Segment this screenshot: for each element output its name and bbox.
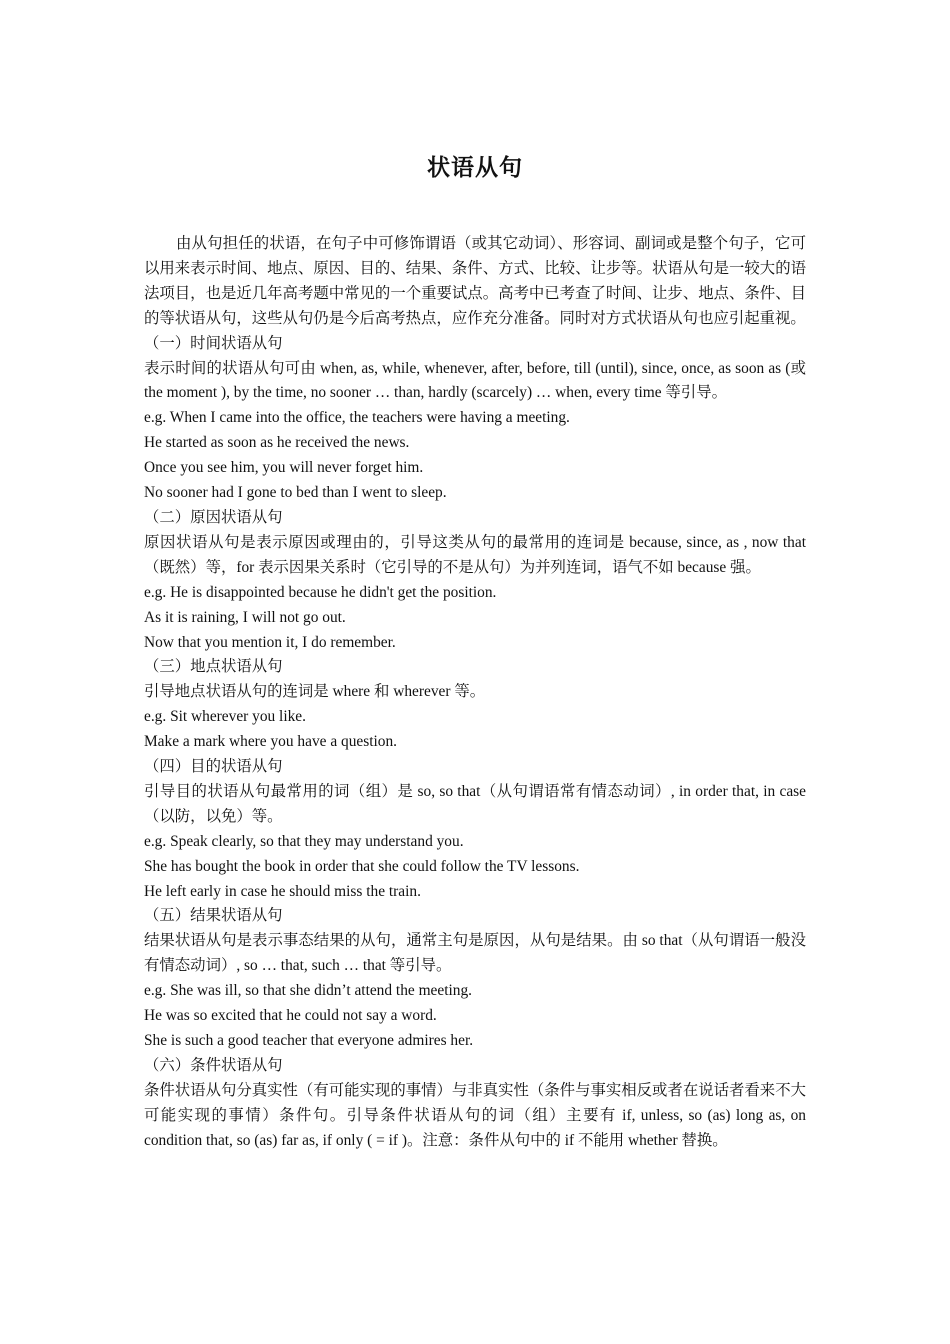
example-line: e.g. She was ill, so that she didn’t attend the meeting. [144, 982, 472, 1000]
example-line: As it is raining, I will not go out. [144, 608, 346, 626]
section-desc-condition: 条件状语从句分真实性（有可能实现的事情）与非真实性（条件与事实相反或者在说话者看来不大可能实现的事情）条件句。引导条件状语从句的词（组）主要有 if, unless, so (as) long as, on condition that, so (as) far as, if only ( = if )。注意：条件从句中的 if 不能用 whether 替换。 [144, 1081, 806, 1149]
section-heading-time: （一）时间状语从句 [144, 334, 283, 352]
example-line: e.g. Sit wherever you like. [144, 708, 306, 726]
example-line: She has bought the book in order that she could follow the TV lessons. [144, 857, 580, 875]
example-line: No sooner had I gone to bed than I went to sleep. [144, 484, 447, 502]
example-line: e.g. When I came into the office, the teachers were having a meeting. [144, 409, 570, 427]
section-heading-reason: （二）原因状语从句 [144, 508, 283, 526]
example-line: She is such a good teacher that everyone admires her. [144, 1032, 474, 1049]
section-heading-result: （五）结果状语从句 [144, 907, 283, 925]
intro-paragraph: 由从句担任的状语，在句子中可修饰谓语（或其它动词）、形容词、副词或是整个句子，它可以用来表示时间、地点、原因、目的、结果、条件、方式、比较、让步等。状语从句是一较大的语法项目，也是近几年高考题中常见的一个重要试点。高考中已考查了时间、让步、地点、条件、目的等状语从句，这些从句仍是今后高考热点，应作充分准备。同时对方式状语从句也应引起重视。 [144, 235, 806, 327]
example-line: He left early in case he should miss the train. [144, 882, 421, 900]
example-line: Now that you mention it, I do remember. [144, 633, 396, 651]
example-line: e.g. Speak clearly, so that they may understand you. [144, 832, 464, 850]
section-desc-place: 引导地点状语从句的连词是 where 和 wherever 等。 [144, 683, 486, 701]
example-line: Make a mark where you have a question. [144, 733, 397, 751]
section-heading-place: （三）地点状语从句 [144, 658, 283, 676]
example-line: He started as soon as he received the news. [144, 434, 410, 452]
section-desc-time: 表示时间的状语从句可由 when, as, while, whenever, after, before, till (until), since, once, as soon as (或 the moment ), by the time, no sooner … than, hardly (scarcely) … when, every time 等引导。 [144, 359, 806, 402]
section-heading-purpose: （四）目的状语从句 [144, 758, 283, 776]
section-desc-purpose: 引导目的状语从句最常用的词（组）是 so, so that（从句谓语常有情态动词）, in order that, in case（以防，以免）等。 [144, 782, 806, 825]
example-line: Once you see him, you will never forget him. [144, 459, 424, 477]
section-desc-result: 结果状语从句是表示事态结果的从句，通常主句是原因，从句是结果。由 so that（从句谓语一般没有情态动词）, so … that, such … that 等引导。 [144, 932, 806, 975]
section-desc-reason: 原因状语从句是表示原因或理由的，引导这类从句的最常用的连词是 because, since, as , now that（既然）等，for 表示因果关系时（它引导的不是从句）为并列连词，语气不如 because 强。 [144, 533, 806, 576]
document-title: 状语从句 [427, 155, 523, 181]
example-line: e.g. He is disappointed because he didn't get the position. [144, 583, 497, 601]
section-heading-condition: （六）条件状语从句 [144, 1056, 283, 1074]
document-page [144, 148, 806, 1154]
example-line: He was so excited that he could not say a word. [144, 1007, 437, 1025]
